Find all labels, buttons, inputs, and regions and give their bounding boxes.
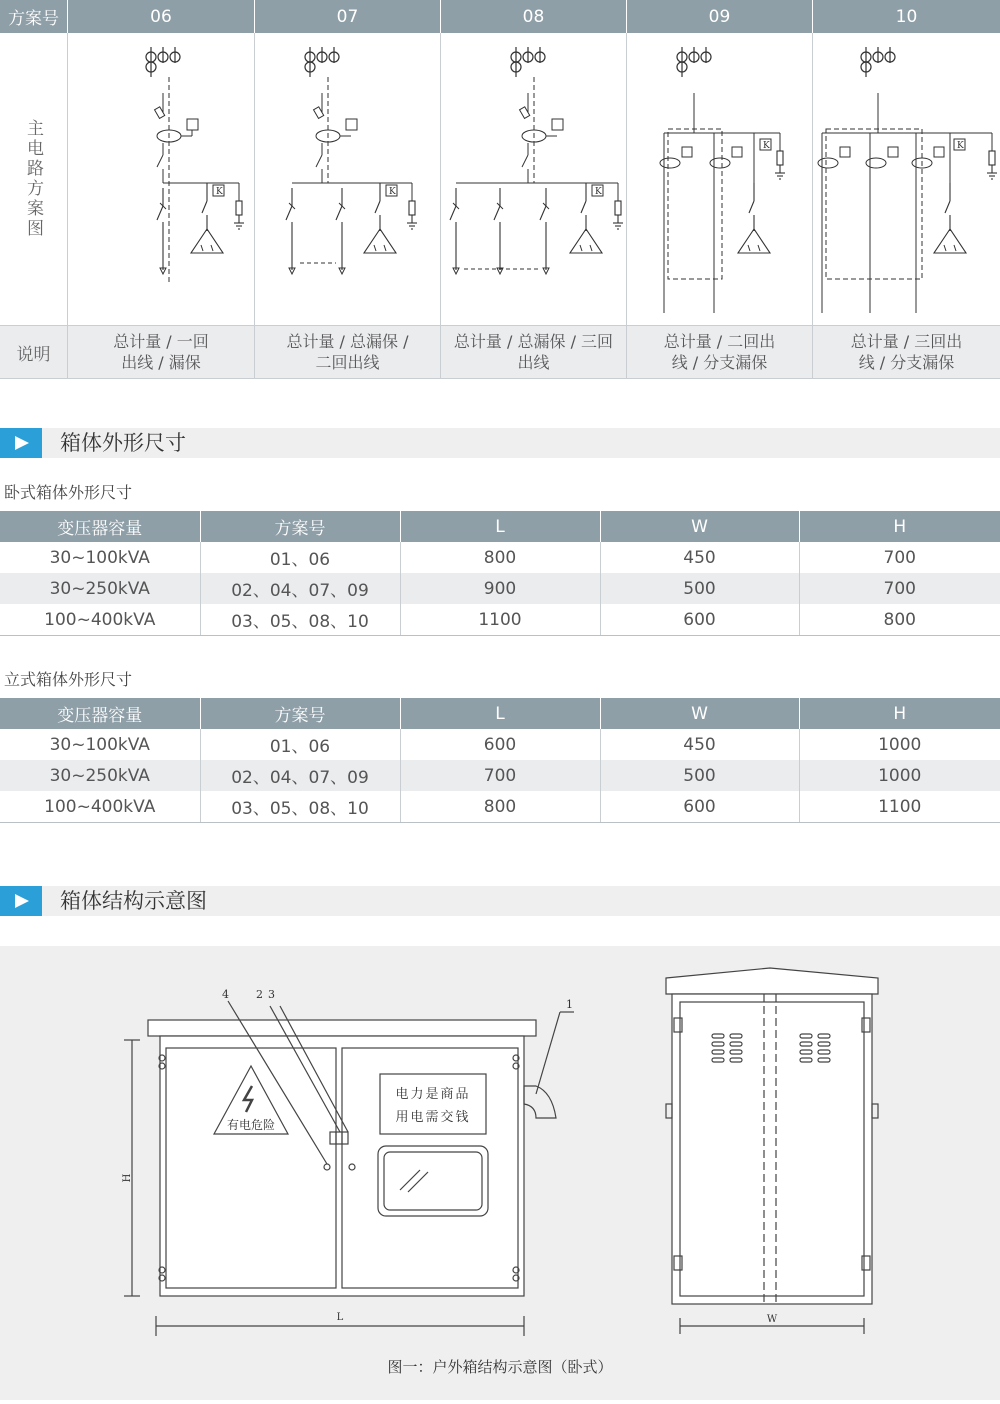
diagram-row-label: 主电路方案图 (23, 119, 43, 239)
circuit-08 (450, 47, 623, 274)
note-08: 总计量 / 总漏保 / 三回 出线 (441, 326, 626, 378)
warning-text: 有电危险 (226, 1118, 276, 1132)
note-07: 总计量 / 总漏保 / 二回出线 (255, 326, 440, 378)
col-header: 方案号 (200, 698, 400, 729)
table-row: 30~100kVA 01、06 600 450 1000 (0, 729, 1000, 760)
svg-text:K: K (595, 187, 602, 197)
vertical-box-subtitle: 立式箱体外形尺寸 (4, 670, 133, 689)
svg-text:K: K (763, 141, 770, 151)
sign-line-1: 电力是商品 (395, 1087, 471, 1102)
col-header: L (400, 698, 600, 729)
col-header: L (400, 511, 600, 542)
scheme-col-06: 06 (68, 0, 254, 33)
circuit-09 (660, 47, 785, 313)
horizontal-box-subtitle: 卧式箱体外形尺寸 (4, 483, 133, 502)
table-row: 30~250kVA 02、04、07、09 900 500 700 (0, 573, 1000, 604)
note-10: 总计量 / 三回出 线 / 分支漏保 (813, 326, 1000, 378)
svg-text:K: K (216, 187, 223, 197)
scheme-header-label: 方案号 (0, 0, 67, 33)
play-triangle-icon (0, 428, 42, 458)
section-structure-title: 箱体结构示意图 (60, 889, 207, 913)
col-header: 变压器容量 (0, 511, 200, 542)
col-header: 方案号 (200, 511, 400, 542)
note-row-label: 说明 (0, 326, 67, 378)
dim-h-label: H (122, 1173, 133, 1183)
table-row: 100~400kVA 03、05、08、10 1100 600 800 (0, 604, 1000, 636)
vertical-box-table (0, 698, 1000, 823)
play-triangle-icon (0, 886, 42, 916)
scheme-table (0, 0, 1000, 380)
callout-1: 1 (566, 998, 573, 1011)
circuit-diagrams (0, 33, 1000, 325)
drawing-caption: 图一：户外箱结构示意图（卧式） (387, 1358, 613, 1376)
callout-3: 3 (268, 988, 275, 1001)
callout-4: 4 (222, 988, 229, 1001)
circuit-10 (818, 47, 997, 313)
table-row: 30~100kVA 01、06 800 450 700 (0, 542, 1000, 573)
scheme-col-07: 07 (255, 0, 440, 33)
circuit-06 (146, 47, 244, 283)
structure-drawing (0, 946, 1000, 1400)
section-dimensions-header (0, 428, 1000, 458)
scheme-col-10: 10 (813, 0, 1000, 33)
callout-2: 2 (256, 988, 263, 1001)
horizontal-box-table (0, 511, 1000, 636)
col-header: W (600, 511, 799, 542)
sign-line-2: 用电需交钱 (395, 1110, 471, 1125)
scheme-col-08: 08 (441, 0, 626, 33)
col-header: 变压器容量 (0, 698, 200, 729)
note-06: 总计量 / 一回 出线 / 漏保 (68, 326, 254, 378)
circuit-07 (286, 47, 417, 274)
section-dimensions-title: 箱体外形尺寸 (60, 431, 186, 455)
dim-l-label: L (336, 1312, 344, 1323)
scheme-col-09: 09 (627, 0, 812, 33)
table-row: 100~400kVA 03、05、08、10 800 600 1100 (0, 791, 1000, 823)
svg-text:K: K (957, 141, 964, 151)
svg-text:K: K (389, 187, 396, 197)
structure-drawing-svg (0, 946, 1000, 1400)
dim-w-label: W (766, 1314, 778, 1325)
section-structure-header (0, 886, 1000, 916)
table-row: 30~250kVA 02、04、07、09 700 500 1000 (0, 760, 1000, 791)
note-09: 总计量 / 二回出 线 / 分支漏保 (627, 326, 812, 378)
col-header: H (799, 511, 1000, 542)
col-header: H (799, 698, 1000, 729)
col-header: W (600, 698, 799, 729)
